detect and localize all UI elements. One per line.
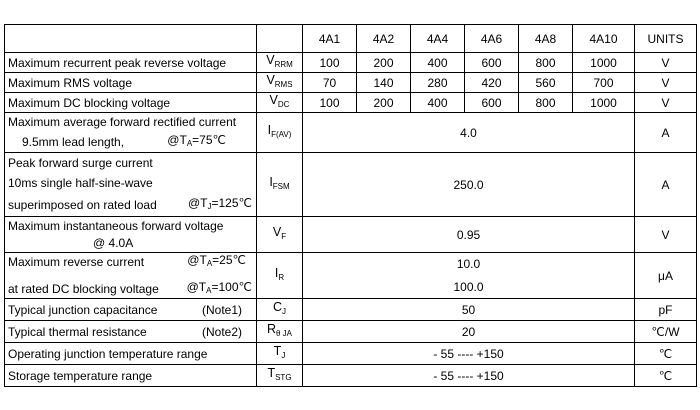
param-line-text: 9.5mm lead length, [22,134,125,149]
value-cell: - 55 ---- +150 [303,365,635,387]
header-4a4: 4A4 [411,25,465,53]
value-cell: 420 [465,73,519,93]
param-line: @ 4.0A [93,236,134,250]
unit-cell: V [635,217,697,253]
symbol: $V_F$ [257,217,303,253]
unit-cell: ℃ [635,343,697,365]
condition: $@T_A=25℃$ [187,253,246,268]
param-label [5,253,257,299]
unit-cell: A [635,153,697,217]
value-cell: 100 [303,93,357,113]
note: (Note2) [201,324,242,339]
symbol: $I_{F(AV)}$ [257,113,303,153]
symbol: $V_{DC}$ [257,93,303,113]
table-header-row [5,25,697,53]
symbol: $V_{RRM}$ [257,53,303,73]
param-line [8,133,256,151]
value-cell: 400 [411,93,465,113]
value-cell: 4.0 [303,113,635,153]
param-label: Storage temperature range [5,365,257,387]
param-line-text: superimposed on rated load [8,197,157,212]
param-label: Maximum DC blocking voltage [5,93,257,113]
symbol: $R_{\theta JA}$ [257,321,303,343]
table-row [5,343,697,365]
header-4a8: 4A8 [519,25,573,53]
table-row [5,153,697,217]
unit-cell: A [635,113,697,153]
symbol: $C_J$ [257,299,303,321]
value-cell: 0.95 [303,217,635,253]
unit-cell: pF [635,299,697,321]
value-cell: 800 [519,93,573,113]
symbol: $V_{RMS}$ [257,73,303,93]
param-line [8,303,256,317]
param-line [8,280,256,298]
unit-cell: V [635,73,697,93]
symbol: $T_{STG}$ [257,365,303,387]
param-line: Peak forward surge current [8,155,153,170]
param-line-text: Maximum reverse current [8,255,145,269]
value-line: 100.0 [453,280,484,294]
value-cell: 800 [519,53,573,73]
table-row [5,365,697,387]
param-label [5,113,257,153]
condition: $@T_J=125℃$ [187,195,252,211]
param-label: Operating junction temperature range [5,343,257,365]
header-blank-param [5,25,257,53]
header-units: UNITS [635,25,697,53]
value-cell [303,253,635,299]
value-line: 10.0 [456,257,481,271]
value-cell: 70 [303,73,357,93]
value-cell: 140 [357,73,411,93]
param-label [5,321,257,343]
condition: $@T_A=75℃$ [167,132,226,148]
unit-cell: ℃/W [635,321,697,343]
header-4a1: 4A1 [303,25,357,53]
table-row [5,299,697,321]
value-cell: 1000 [573,53,635,73]
table-row [5,113,697,153]
symbol: $I_R$ [257,253,303,299]
param-line-text: Typical junction capacitance [8,302,158,317]
value-cell: 280 [411,73,465,93]
value-cell: 250.0 [303,153,635,217]
value-cell: 600 [465,53,519,73]
table-row [5,321,697,343]
ratings-table [4,24,697,387]
value-cell: 560 [519,73,573,93]
param-line [8,325,256,339]
value-cell: 20 [303,321,635,343]
value-cell: - 55 ---- +150 [303,343,635,365]
param-label: Maximum recurrent peak reverse voltage [5,53,257,73]
param-line: Maximum average forward rectified current [8,114,237,129]
table-row [5,93,697,113]
param-line-text: Typical thermal resistance [8,324,147,339]
value-cell: 200 [357,93,411,113]
value-cell: 700 [573,73,635,93]
param-line [8,253,256,271]
param-label [5,217,257,253]
unit-cell: V [635,53,697,73]
param-line: Maximum instantaneous forward voltage [8,219,224,233]
note: (Note1) [201,302,242,317]
table-row [5,253,697,299]
table-row [5,73,697,93]
unit-cell: ℃ [635,365,697,387]
header-4a10: 4A10 [573,25,635,53]
symbol: $I_{FSM}$ [257,153,303,217]
header-blank-symbol [257,25,303,53]
unit-cell: μA [635,253,697,299]
param-label: Maximum RMS voltage [5,73,257,93]
value-cell: 1000 [573,93,635,113]
value-cell: 50 [303,299,635,321]
header-4a2: 4A2 [357,25,411,53]
table-row [5,53,697,73]
symbol: $T_J$ [257,343,303,365]
condition: $@T_A=100℃$ [186,280,252,295]
param-label [5,299,257,321]
param-line: 10ms single half-sine-wave [8,175,153,190]
value-cell: 200 [357,53,411,73]
param-label [5,153,257,217]
param-line [8,196,256,214]
param-line-text: at rated DC blocking voltage [8,282,159,296]
value-cell: 400 [411,53,465,73]
value-cell: 100 [303,53,357,73]
table-row [5,217,697,253]
header-4a6: 4A6 [465,25,519,53]
unit-cell: V [635,93,697,113]
value-cell: 600 [465,93,519,113]
